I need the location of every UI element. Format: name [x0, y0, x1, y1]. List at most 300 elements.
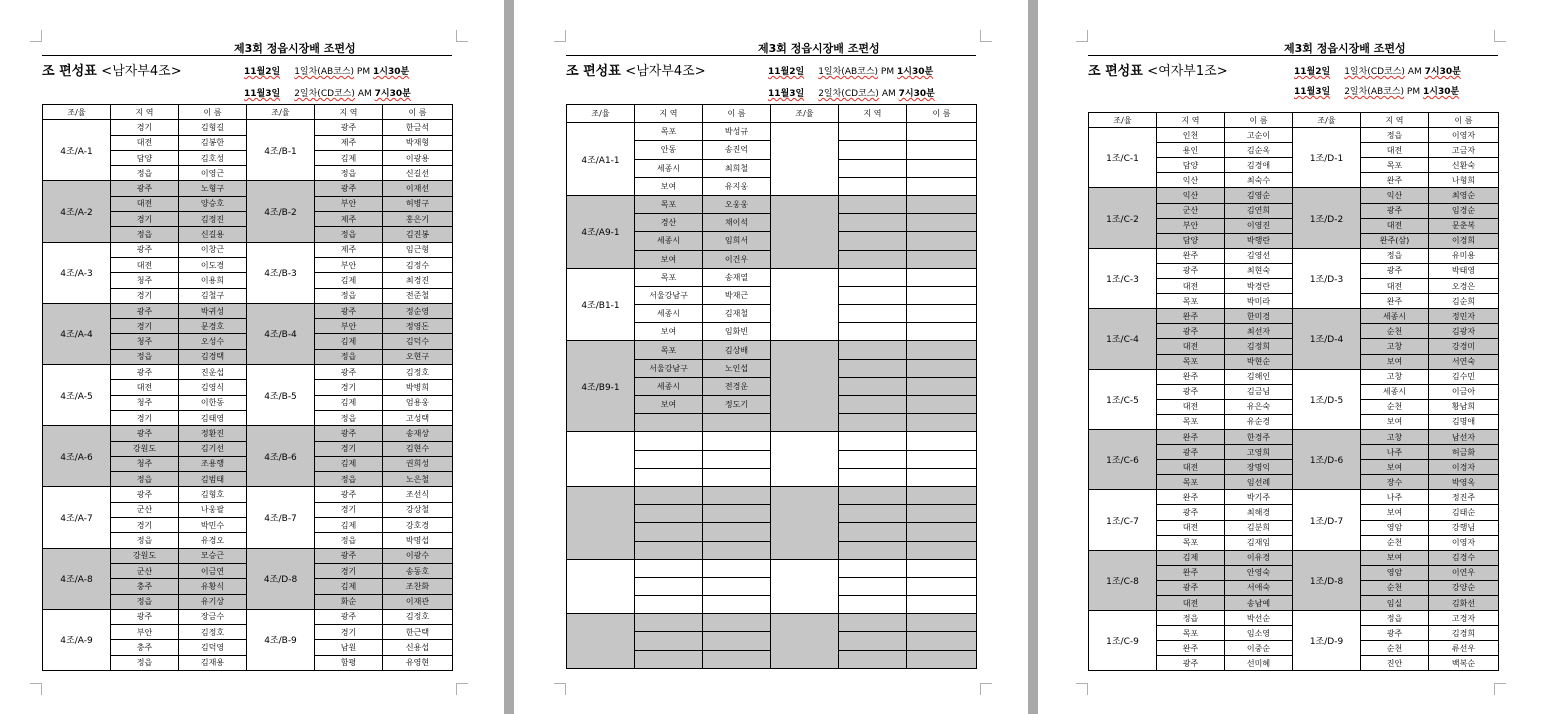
- schedule-line-2: [244, 86, 411, 99]
- group-label: 4조/A-2: [43, 181, 111, 242]
- table-row: [43, 548, 453, 563]
- region-cell: 광주: [111, 181, 179, 196]
- name-cell: [907, 468, 977, 486]
- document-title: 제3회 정읍시장배 조편성: [758, 42, 880, 55]
- region-cell: 장수: [1361, 475, 1429, 490]
- region-cell: 화순: [315, 594, 383, 609]
- region-cell: 세종시: [635, 305, 703, 323]
- region-cell: 나주: [1361, 490, 1429, 505]
- name-cell: 이영근: [179, 166, 247, 181]
- name-cell: 신용섭: [383, 640, 453, 655]
- table-row: [567, 432, 977, 450]
- name-cell: 채이석: [703, 214, 771, 232]
- column-header: 조/율: [247, 105, 315, 120]
- region-cell: 청주: [111, 395, 179, 410]
- region-cell: [839, 614, 907, 632]
- margin-corner-mark: [456, 30, 468, 42]
- name-cell: [907, 432, 977, 450]
- name-cell: 임희서: [703, 232, 771, 250]
- group-label: [567, 432, 635, 487]
- region-cell: 정읍: [111, 227, 179, 242]
- column-header: 조/율: [771, 105, 839, 123]
- region-cell: 광주: [1361, 626, 1429, 641]
- region-cell: 대전: [1157, 399, 1225, 414]
- region-cell: 경기: [111, 212, 179, 227]
- region-cell: 광주: [1361, 263, 1429, 278]
- region-cell: [839, 523, 907, 541]
- name-cell: 이경자: [1429, 460, 1499, 475]
- region-cell: 보여: [1361, 414, 1429, 429]
- schedule-ampm: AM: [881, 89, 896, 99]
- region-cell: [839, 432, 907, 450]
- table-row: [1089, 429, 1499, 444]
- margin-corner-mark: [554, 683, 566, 695]
- name-cell: 강행님: [1429, 520, 1499, 535]
- name-cell: 김봉한: [179, 135, 247, 150]
- name-cell: 고성택: [383, 410, 453, 425]
- region-cell: 대전: [1157, 339, 1225, 354]
- name-cell: 김경애: [1225, 158, 1293, 173]
- region-cell: 완주: [1157, 369, 1225, 384]
- region-cell: 정읍: [315, 227, 383, 242]
- name-cell: 김정호: [383, 609, 453, 624]
- name-cell: 김광자: [1429, 324, 1499, 339]
- name-cell: 정진주: [1429, 490, 1499, 505]
- region-cell: 경기: [315, 380, 383, 395]
- name-cell: [703, 632, 771, 650]
- schedule-time: 1시30분: [373, 67, 410, 77]
- name-cell: 박행란: [1225, 233, 1293, 248]
- name-cell: 강양순: [1429, 580, 1499, 595]
- group-label: [771, 432, 839, 487]
- name-cell: 최해경: [1225, 505, 1293, 520]
- name-cell: 김철구: [179, 288, 247, 303]
- page-subtitle: [566, 60, 706, 79]
- table-row: [1089, 369, 1499, 384]
- name-cell: [703, 414, 771, 432]
- name-cell: 송남예: [1225, 596, 1293, 611]
- margin-corner-mark: [1494, 683, 1506, 695]
- name-cell: 고금자: [1429, 143, 1499, 158]
- group-label: 4조/B-3: [247, 242, 315, 303]
- region-cell: 정읍: [1361, 248, 1429, 263]
- region-cell: 대전: [1157, 460, 1225, 475]
- table-row: [1089, 309, 1499, 324]
- group-label: 1조/D-4: [1293, 309, 1361, 369]
- name-cell: 송재열: [703, 268, 771, 286]
- table-row: [1089, 128, 1499, 143]
- name-cell: 이연우: [1429, 565, 1499, 580]
- table-row: [567, 123, 977, 141]
- column-header: 이 름: [1429, 113, 1499, 128]
- region-cell: [839, 596, 907, 614]
- schedule-day: 1일차(AB코스): [294, 67, 355, 77]
- name-cell: 나형희: [1429, 173, 1499, 188]
- region-cell: 김제: [315, 518, 383, 533]
- name-cell: 김경수: [1429, 550, 1499, 565]
- region-cell: 목포: [1157, 535, 1225, 550]
- name-cell: 박재형: [383, 135, 453, 150]
- name-cell: 홍은기: [383, 212, 453, 227]
- name-cell: [703, 468, 771, 486]
- name-cell: 유황식: [179, 579, 247, 594]
- region-cell: 보여: [1361, 354, 1429, 369]
- table-header-row: [567, 105, 977, 123]
- region-cell: 세종시: [1361, 309, 1429, 324]
- name-cell: 유은숙: [1225, 399, 1293, 414]
- region-cell: 광주: [1157, 384, 1225, 399]
- name-cell: [907, 323, 977, 341]
- name-cell: 이영자: [1429, 535, 1499, 550]
- name-cell: 김정호: [179, 625, 247, 640]
- table-row: [43, 242, 453, 257]
- name-cell: [907, 596, 977, 614]
- name-cell: 박귀성: [179, 303, 247, 318]
- region-cell: 정읍: [1157, 611, 1225, 626]
- name-cell: 김경희: [1429, 626, 1499, 641]
- region-cell: 목포: [1157, 354, 1225, 369]
- division-label: <남자부4조>: [101, 64, 182, 79]
- region-cell: [635, 432, 703, 450]
- group-label: 4조/A-8: [43, 548, 111, 609]
- name-cell: 김영식: [179, 380, 247, 395]
- region-cell: 대전: [1361, 143, 1429, 158]
- name-cell: 오웅웅: [703, 195, 771, 213]
- name-cell: 박민수: [179, 518, 247, 533]
- name-cell: 김범태: [179, 472, 247, 487]
- name-cell: [703, 577, 771, 595]
- group-label: 1조/D-3: [1293, 248, 1361, 308]
- region-cell: [635, 559, 703, 577]
- name-cell: [907, 559, 977, 577]
- region-cell: 세종시: [635, 159, 703, 177]
- name-cell: 김영순: [1225, 188, 1293, 203]
- column-header: 이 름: [1225, 113, 1293, 128]
- region-cell: 광주: [1157, 656, 1225, 671]
- name-cell: 김호성: [179, 150, 247, 165]
- region-cell: 김제: [315, 456, 383, 471]
- name-cell: [907, 177, 977, 195]
- name-cell: 박선순: [1225, 611, 1293, 626]
- name-cell: 김해인: [1225, 369, 1293, 384]
- schedule-ampm: PM: [356, 67, 371, 77]
- name-cell: [703, 559, 771, 577]
- column-header: 지 역: [315, 105, 383, 120]
- name-cell: 장명익: [1225, 460, 1293, 475]
- name-cell: 최영순: [1429, 188, 1499, 203]
- region-cell: 정읍: [111, 472, 179, 487]
- name-cell: 이유경: [1225, 550, 1293, 565]
- region-cell: [839, 232, 907, 250]
- region-cell: 부안: [1157, 218, 1225, 233]
- group-label: [567, 559, 635, 614]
- name-cell: [703, 596, 771, 614]
- document-page-2: [514, 0, 1028, 714]
- name-cell: 정민자: [1429, 309, 1499, 324]
- name-cell: 오현구: [383, 349, 453, 364]
- group-label: 4조/A-5: [43, 365, 111, 426]
- region-cell: 광주: [111, 242, 179, 257]
- name-cell: [703, 505, 771, 523]
- schedule-day: 1일차(AB코스): [818, 67, 879, 77]
- table-row: [567, 614, 977, 632]
- region-cell: [839, 305, 907, 323]
- region-cell: 완주: [1157, 248, 1225, 263]
- region-cell: 대전: [111, 135, 179, 150]
- table-row: [567, 268, 977, 286]
- table-row: [43, 487, 453, 502]
- name-cell: 김영선: [1225, 248, 1293, 263]
- schedule-date: 11월2일: [768, 67, 805, 77]
- region-cell: 대전: [111, 196, 179, 211]
- region-cell: 김제: [315, 395, 383, 410]
- region-cell: 정읍: [315, 533, 383, 548]
- group-label: 1조/D-7: [1293, 490, 1361, 550]
- name-cell: 안영숙: [1225, 565, 1293, 580]
- region-cell: 익산: [1157, 188, 1225, 203]
- group-table: [566, 104, 977, 669]
- group-label: 4조/B1-1: [567, 268, 635, 341]
- region-cell: 경기: [315, 441, 383, 456]
- region-cell: 함평: [315, 655, 383, 670]
- region-cell: 세종시: [1361, 384, 1429, 399]
- name-cell: [907, 286, 977, 304]
- region-cell: 군산: [111, 563, 179, 578]
- name-cell: [907, 486, 977, 504]
- name-cell: 김형호: [179, 487, 247, 502]
- region-cell: 서울강남구: [635, 359, 703, 377]
- region-cell: 순천: [1361, 535, 1429, 550]
- schedule-date: 11월2일: [1294, 67, 1331, 77]
- name-cell: [703, 614, 771, 632]
- region-cell: [635, 523, 703, 541]
- name-cell: 신환숙: [1429, 158, 1499, 173]
- region-cell: 광주: [111, 365, 179, 380]
- group-label: [771, 268, 839, 341]
- region-cell: [839, 214, 907, 232]
- column-header: 이 름: [179, 105, 247, 120]
- group-label: [771, 195, 839, 268]
- name-cell: 박기주: [1225, 490, 1293, 505]
- region-cell: 경기: [315, 563, 383, 578]
- region-cell: 부안: [315, 196, 383, 211]
- table-header-row: [43, 105, 453, 120]
- name-cell: 김재철: [703, 305, 771, 323]
- name-cell: 이도경: [179, 257, 247, 272]
- schedule-date: 11월2일: [244, 67, 281, 77]
- name-cell: [907, 414, 977, 432]
- page-subtitle: [42, 60, 182, 79]
- region-cell: 광주: [315, 181, 383, 196]
- region-cell: 충주: [111, 579, 179, 594]
- name-cell: 이중순: [1225, 641, 1293, 656]
- schedule-day: 2일차(CD코스): [294, 89, 355, 99]
- name-cell: 김재용: [179, 655, 247, 670]
- name-cell: 이한동: [179, 395, 247, 410]
- region-cell: 담양: [111, 150, 179, 165]
- region-cell: [635, 468, 703, 486]
- name-cell: [703, 450, 771, 468]
- name-cell: 고경자: [1429, 611, 1499, 626]
- name-cell: 김정수: [383, 257, 453, 272]
- name-cell: 전준철: [383, 288, 453, 303]
- region-cell: 광주: [1361, 203, 1429, 218]
- name-cell: 이광수: [383, 548, 453, 563]
- region-cell: 완주: [1157, 641, 1225, 656]
- name-cell: 신길선: [383, 166, 453, 181]
- region-cell: 순천: [1361, 399, 1429, 414]
- region-cell: 목포: [635, 123, 703, 141]
- region-cell: 고창: [1361, 429, 1429, 444]
- region-cell: 경기: [111, 319, 179, 334]
- region-cell: 목포: [1157, 294, 1225, 309]
- name-cell: 박경란: [1225, 279, 1293, 294]
- group-label: 1조/D-1: [1293, 128, 1361, 188]
- group-label: [771, 341, 839, 432]
- name-cell: 송진억: [703, 141, 771, 159]
- name-cell: 김덕영: [179, 640, 247, 655]
- group-label: [771, 123, 839, 196]
- name-cell: 유순경: [1225, 414, 1293, 429]
- column-header: 이 름: [383, 105, 453, 120]
- region-cell: 익산: [1361, 188, 1429, 203]
- schedule-time: 7시30분: [374, 89, 411, 99]
- document-title: 제3회 정읍시장배 조편성: [1284, 42, 1406, 55]
- region-cell: [635, 596, 703, 614]
- region-cell: 정읍: [111, 533, 179, 548]
- group-label: [567, 614, 635, 669]
- name-cell: 이금연: [179, 563, 247, 578]
- schedule-date: 11월3일: [1294, 87, 1331, 97]
- name-cell: 강경미: [1429, 339, 1499, 354]
- region-cell: 정읍: [1361, 611, 1429, 626]
- document-page-1: [0, 0, 504, 714]
- margin-corner-mark: [456, 683, 468, 695]
- group-label: 1조/D-8: [1293, 550, 1361, 610]
- margin-corner-mark: [1076, 30, 1088, 42]
- table-row: [1089, 611, 1499, 626]
- region-cell: [839, 541, 907, 559]
- region-cell: [839, 468, 907, 486]
- table-row: [567, 195, 977, 213]
- region-cell: 보여: [1361, 505, 1429, 520]
- name-cell: 문춘복: [1429, 218, 1499, 233]
- region-cell: 보여: [635, 177, 703, 195]
- name-cell: 권희성: [383, 456, 453, 471]
- region-cell: [839, 323, 907, 341]
- table-row: [1089, 248, 1499, 263]
- group-label: 1조/C-1: [1089, 128, 1157, 188]
- name-cell: 신길용: [179, 227, 247, 242]
- region-cell: 강원도: [111, 441, 179, 456]
- region-cell: 광주: [315, 365, 383, 380]
- name-cell: 박병희: [383, 380, 453, 395]
- name-cell: 나웅팔: [179, 502, 247, 517]
- name-cell: 박현순: [1225, 354, 1293, 369]
- name-cell: 정순영: [383, 303, 453, 318]
- region-cell: 안동: [635, 141, 703, 159]
- region-cell: 청주: [111, 456, 179, 471]
- title-rule: [1088, 55, 1498, 56]
- region-cell: 광주: [315, 120, 383, 135]
- group-label: 1조/D-6: [1293, 429, 1361, 489]
- region-cell: [635, 614, 703, 632]
- margin-corner-mark: [980, 30, 992, 42]
- group-label: 4조/B-1: [247, 120, 315, 181]
- region-cell: [839, 177, 907, 195]
- region-cell: 완주(삼): [1361, 233, 1429, 248]
- name-cell: 모승근: [179, 548, 247, 563]
- table-header-row: [1089, 113, 1499, 128]
- group-label: 1조/D-2: [1293, 188, 1361, 248]
- name-cell: 김상배: [703, 341, 771, 359]
- group-label: 1조/D-9: [1293, 611, 1361, 671]
- group-table: [1088, 112, 1499, 671]
- name-cell: 정영돈: [383, 319, 453, 334]
- table-row: [567, 559, 977, 577]
- region-cell: 경기: [315, 625, 383, 640]
- column-header: 이 름: [907, 105, 977, 123]
- name-cell: 최희철: [703, 159, 771, 177]
- region-cell: 목포: [1157, 414, 1225, 429]
- region-cell: [839, 632, 907, 650]
- name-cell: 오성수: [179, 334, 247, 349]
- name-cell: 임근형: [383, 242, 453, 257]
- region-cell: [839, 250, 907, 268]
- name-cell: 김순옥: [1225, 143, 1293, 158]
- region-cell: [635, 650, 703, 668]
- region-cell: [635, 541, 703, 559]
- name-cell: 이광용: [383, 150, 453, 165]
- name-cell: 박태영: [1429, 263, 1499, 278]
- region-cell: 강원도: [111, 548, 179, 563]
- region-cell: 익산: [1157, 173, 1225, 188]
- schedule-ampm: AM: [357, 89, 372, 99]
- region-cell: 정읍: [315, 472, 383, 487]
- region-cell: 제주: [315, 242, 383, 257]
- group-label: 1조/C-4: [1089, 309, 1157, 369]
- name-cell: 최선자: [1225, 324, 1293, 339]
- name-cell: 김화선: [1429, 596, 1499, 611]
- table-row: [567, 486, 977, 504]
- name-cell: [907, 523, 977, 541]
- region-cell: 보여: [635, 250, 703, 268]
- name-cell: [907, 232, 977, 250]
- name-cell: [907, 541, 977, 559]
- region-cell: [839, 505, 907, 523]
- name-cell: [703, 432, 771, 450]
- schedule-ampm: PM: [880, 67, 895, 77]
- region-cell: 정읍: [111, 594, 179, 609]
- name-cell: 장금수: [179, 609, 247, 624]
- group-label: 4조/A1-1: [567, 123, 635, 196]
- region-cell: 영암: [1361, 520, 1429, 535]
- name-cell: 이영진: [1225, 218, 1293, 233]
- group-label: 4조/B-5: [247, 365, 315, 426]
- region-cell: [839, 486, 907, 504]
- region-cell: 정읍: [111, 349, 179, 364]
- name-cell: 이건우: [703, 250, 771, 268]
- name-cell: 서애숙: [1225, 580, 1293, 595]
- table-row: [43, 365, 453, 380]
- name-cell: 유미용: [1429, 248, 1499, 263]
- name-cell: 노은철: [383, 472, 453, 487]
- region-cell: 부안: [315, 257, 383, 272]
- region-cell: 김제: [1157, 550, 1225, 565]
- region-cell: 군산: [1157, 203, 1225, 218]
- region-cell: [839, 414, 907, 432]
- region-cell: 정읍: [111, 655, 179, 670]
